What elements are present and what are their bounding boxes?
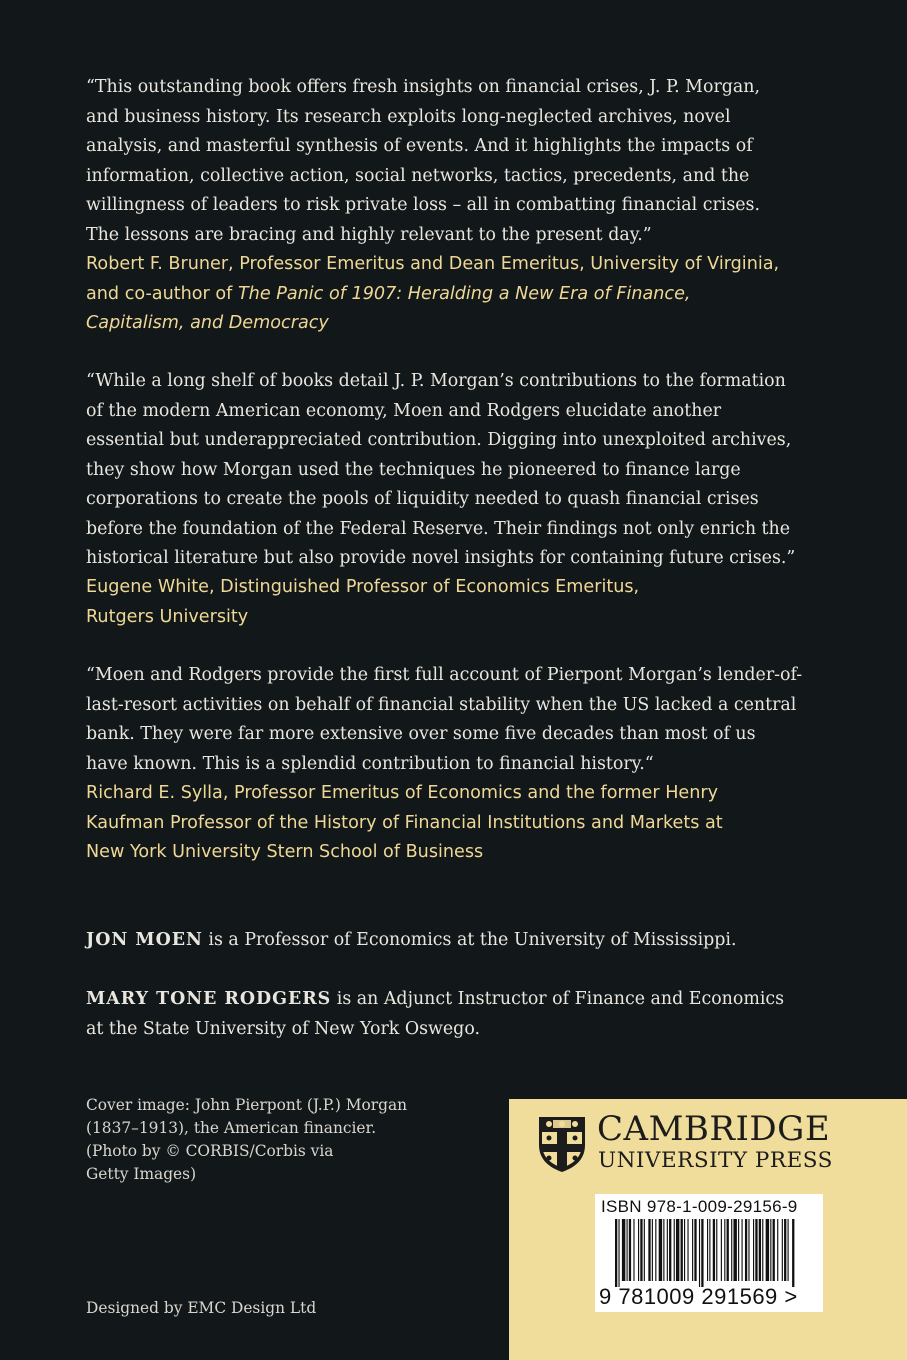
attribution-line: Kaufman Professor of the History of Financial Institutions and Markets at [86, 812, 723, 833]
isbn-label: ISBN 978-1-009-29156-9 [601, 1197, 798, 1216]
quote-line: willingness of leaders to risk private loss – all in combatting financial crises. [86, 195, 760, 215]
quote-1 [86, 73, 826, 250]
barcode-bar [773, 1219, 775, 1281]
quote-line: they show how Morgan used the techniques he pioneered to finance large [86, 459, 741, 480]
barcode-bar [742, 1219, 743, 1281]
attribution-line: Richard E. Sylla, Professor Emeritus of Economics and the former Henry [86, 783, 719, 803]
credit-line: Getty Images) [86, 1165, 197, 1183]
barcode-bar [755, 1219, 757, 1281]
barcode-bar [784, 1219, 786, 1281]
barcode-bar [615, 1219, 617, 1287]
barcode-bar [782, 1219, 783, 1281]
barcode-bar [687, 1219, 688, 1281]
attribution-line: Rutgers University [86, 606, 249, 627]
barcode-bar [770, 1219, 771, 1281]
credit-line: (Photo by © CORBIS/Corbis via [86, 1142, 334, 1160]
quote-line: of the modern American economy, Moen and Rodgers elucidate another [86, 400, 722, 421]
barcode-bar [692, 1219, 693, 1281]
attribution-line: New York University Stern School of Business [86, 842, 484, 862]
quote-line: have known. This is a splendid contribution to financial history.“ [86, 753, 654, 774]
barcode-bar [745, 1219, 747, 1281]
publisher-subname: UNIVERSITY PRESS [598, 1148, 833, 1173]
quote-line: last-resort activities on behalf of financial stability when the US lacked a central [86, 694, 797, 715]
quote-line: and business history. Its research exploits long-neglected archives, novel [86, 106, 731, 127]
barcode-bar [788, 1219, 789, 1281]
barcode-bar [701, 1219, 703, 1287]
quote-line: The lessons are bracing and highly relevant to the present day.” [86, 224, 652, 245]
barcode-bar [627, 1219, 628, 1281]
barcode-bar [648, 1219, 650, 1281]
barcode-bar [667, 1219, 668, 1281]
attribution-3 [86, 779, 846, 868]
barcode-bar [724, 1219, 725, 1281]
attribution-line: Eugene White, Distinguished Professor of Economics Emeritus, [86, 577, 640, 597]
barcode-bar [676, 1219, 679, 1281]
barcode-bar [663, 1219, 664, 1281]
barcode-bar [659, 1219, 662, 1281]
quote-2 [86, 367, 826, 574]
barcode-digits: 9 781009 291569 > [599, 1284, 798, 1309]
barcode-bar [721, 1219, 722, 1281]
barcode-bar [731, 1219, 732, 1281]
barcode-bar [713, 1219, 715, 1281]
barcode-bar [792, 1219, 794, 1287]
barcode-bar [748, 1219, 749, 1281]
barcode-bar [633, 1219, 634, 1281]
author-name: MARY TONE RODGERS [86, 989, 332, 1009]
barcode-bar [762, 1219, 763, 1281]
barcode-bar [727, 1219, 729, 1281]
quote-3 [86, 661, 826, 779]
barcode-bar [716, 1219, 717, 1281]
barcode-bar [766, 1219, 769, 1281]
attribution-2 [86, 573, 846, 632]
quote-line: “This outstanding book offers fresh insights on financial crises, J. P. Morgan, [86, 77, 761, 97]
attribution-1 [86, 250, 846, 339]
barcode-bar [681, 1219, 683, 1281]
author-bio-text: at the State University of New York Oswego. [86, 1018, 481, 1039]
book-title-cont: Capitalism, and Democracy [86, 313, 329, 333]
barcode [595, 1194, 823, 1312]
barcode-bar [733, 1219, 736, 1281]
barcode-bar [655, 1219, 656, 1281]
author-bio-text: is a Professor of Economics at the University of Mississippi. [202, 930, 737, 950]
quote-line: “While a long shelf of books detail J. P. Morgan’s contributions to the formation [86, 371, 786, 391]
barcode-bar [753, 1219, 754, 1281]
book-title: The Panic of 1907: Heralding a New Era of Finance, [237, 283, 691, 304]
author-bio-text: is an Adjunct Instructor of Finance and Economics [331, 989, 785, 1009]
quote-line: bank. They were far more extensive over some five decades than most of us [86, 724, 756, 744]
credit-line: Cover image: John Pierpont (J.P.) Morgan [86, 1096, 408, 1114]
credit-line: (1837–1913), the American financier. [86, 1119, 377, 1137]
designer-credit: Designed by EMC Design Ltd [86, 1299, 317, 1317]
quote-line: corporations to create the pools of liquidity needed to quash financial crises [86, 489, 759, 509]
barcode-bar [622, 1219, 625, 1281]
quote-line: information, collective action, social networks, tactics, precedents, and the [86, 165, 750, 186]
barcode-bar [777, 1219, 778, 1281]
attribution-prefix: and co-author of [86, 283, 238, 304]
attribution-line: Robert F. Bruner, Professor Emeritus and Dean Emeritus, University of Virginia, [86, 254, 780, 274]
barcode-bar [738, 1219, 739, 1281]
author-name: JON MOEN [86, 930, 203, 950]
barcode-bar [699, 1219, 700, 1287]
barcode-bar [669, 1219, 671, 1281]
author-bio-2 [86, 985, 846, 1044]
publisher-name: CAMBRIDGE [597, 1109, 831, 1149]
cover-credit [86, 1094, 407, 1186]
barcode-bars [599, 1219, 819, 1287]
barcode-bar [707, 1219, 708, 1281]
barcode-bar [644, 1219, 645, 1281]
cambridge-shield-icon [537, 1115, 587, 1173]
barcode-bar [640, 1219, 642, 1281]
barcode-bar [674, 1219, 675, 1281]
barcode-bar [709, 1219, 710, 1281]
quote-line: essential but underappreciated contribution. Digging into unexploited archives, [86, 430, 792, 450]
author-bio-1 [86, 926, 846, 956]
barcode-bar [638, 1219, 639, 1281]
barcode-bar [694, 1219, 696, 1281]
barcode-bar [629, 1219, 631, 1281]
attribution-line [86, 280, 846, 310]
publisher-box [509, 1099, 907, 1360]
quote-line: historical literature but also provide novel insights for containing future crises.” [86, 548, 796, 568]
barcode-bar [684, 1219, 685, 1281]
quote-line: “Moen and Rodgers provide the first full account of Pierpont Morgan’s lender-of- [86, 665, 803, 685]
quote-line: analysis, and masterful synthesis of events. And it highlights the impacts of [86, 136, 753, 156]
barcode-bar [618, 1219, 619, 1287]
barcode-bar [759, 1219, 761, 1281]
barcode-bar [652, 1219, 653, 1281]
quote-line: before the foundation of the Federal Reserve. Their findings not only enrich the [86, 518, 791, 539]
